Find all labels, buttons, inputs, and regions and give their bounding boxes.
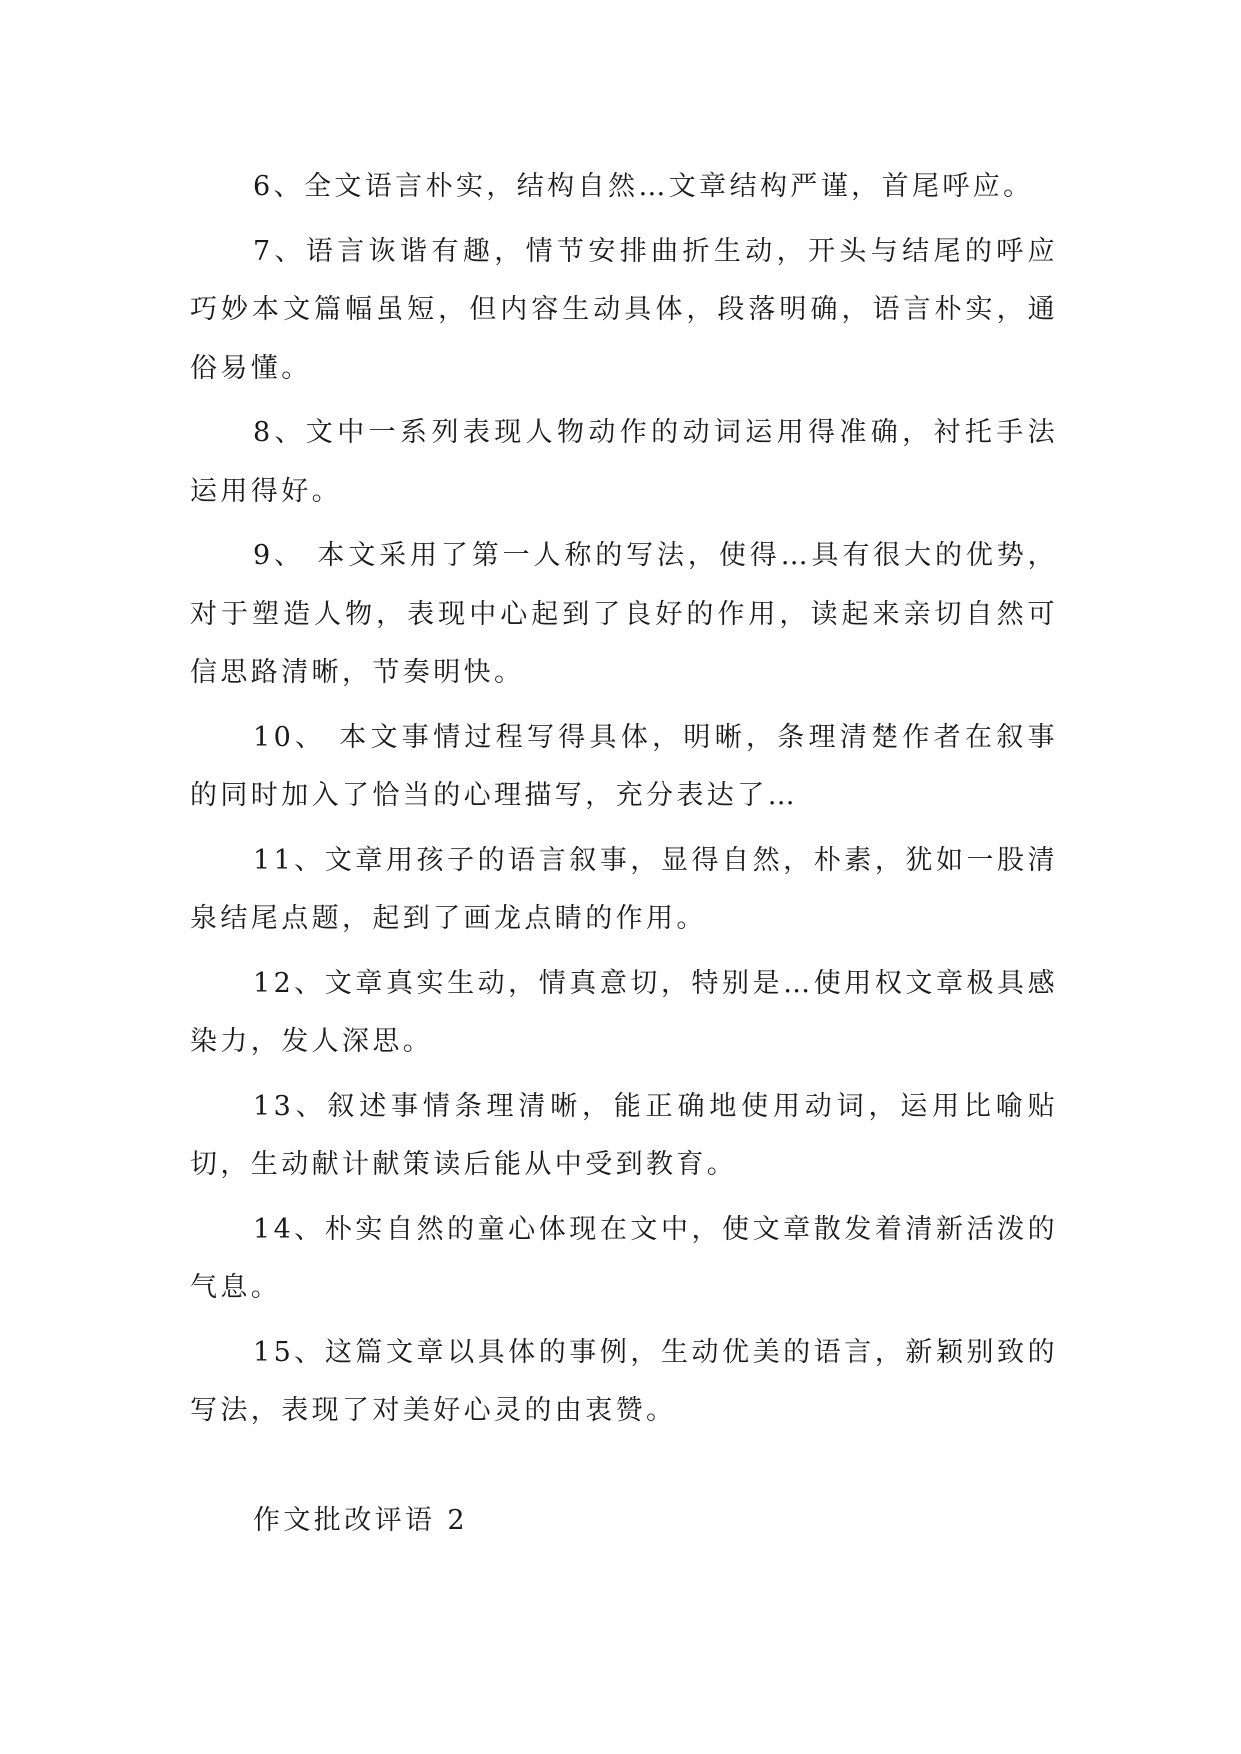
comment-item-12: 12、文章真实生动，情真意切，特别是…使用权文章极具感染力，发人深思。 — [190, 967, 1058, 1057]
section-heading: 作文批改评语 2 — [253, 1505, 468, 1536]
comment-item-14: 14、朴实自然的童心体现在文中，使文章散发着清新活泼的气息。 — [190, 1213, 1058, 1303]
comment-item-7: 7、语言诙谐有趣，情节安排曲折生动，开头与结尾的呼应巧妙本文篇幅虽短，但内容生动具体，段落明确，语言朴实，通俗易懂。 — [190, 235, 1058, 384]
comment-item-11: 11、文章用孩子的语言叙事，显得自然，朴素，犹如一股清泉结尾点题，起到了画龙点睛的作用。 — [190, 844, 1058, 934]
comment-item-10: 10、 本文事情过程写得具体，明晰，条理清楚作者在叙事的同时加入了恰当的心理描写，充分表达了… — [190, 721, 1058, 811]
comment-item-15: 15、这篇文章以具体的事例，生动优美的语言，新颖别致的写法，表现了对美好心灵的由衷赞。 — [190, 1336, 1058, 1426]
comment-item-9: 9、 本文采用了第一人称的写法，使得…具有很大的优势，对于塑造人物，表现中心起到了良好的作用，读起来亲切自然可信思路清晰，节奏明快。 — [190, 540, 1058, 688]
document-body — [190, 158, 1058, 1447]
comment-item-8: 8、文中一系列表现人物动作的动词运用得准确，衬托手法运用得好。 — [190, 417, 1058, 507]
comment-item-13: 13、叙述事情条理清晰，能正确地使用动词，运用比喻贴切，生动献计献策读后能从中受到教育。 — [190, 1090, 1058, 1180]
comment-item-6: 6、全文语言朴实，结构自然…文章结构严谨，首尾呼应。 — [253, 171, 1034, 202]
